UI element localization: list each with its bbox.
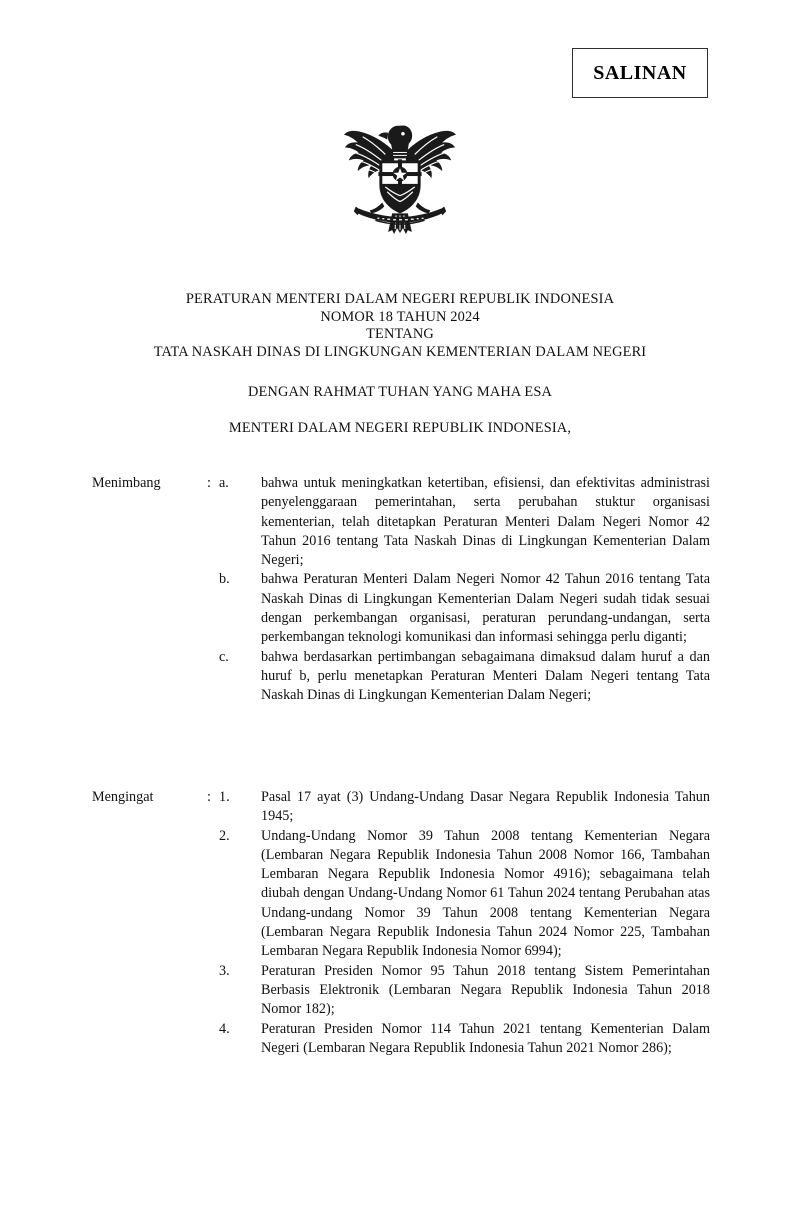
- section-menimbang: [92, 474, 710, 706]
- menimbang-marker-a: a.: [219, 475, 229, 491]
- menimbang-text-b: bahwa Peraturan Menteri Dalam Negeri Nomor 42 Tahun 2016 tentang Tata Naskah Dinas di Lingkungan Kementerian Dalam Negeri sudah tidak sesuai dengan perkembangan organisasi, peraturan perundang-undangan, serta perkembangan teknologi komunikasi dan informasi sehingga perlu diganti;: [261, 571, 710, 646]
- menimbang-marker-b: b.: [219, 571, 230, 588]
- mengingat-marker-2: 2.: [219, 827, 230, 844]
- emblem-container: [0, 122, 800, 234]
- garuda-pancasila-emblem-icon: [341, 122, 459, 234]
- mengingat-label: Mengingat: [92, 789, 154, 805]
- menimbang-label: Menimbang: [92, 475, 161, 491]
- mengingat-item-1: [92, 788, 710, 827]
- menimbang-item-b: [92, 570, 710, 647]
- mengingat-marker-3: 3.: [219, 962, 230, 979]
- mengingat-colon: :: [207, 789, 211, 805]
- mengingat-marker-4: 4.: [219, 1020, 230, 1037]
- mengingat-text-4: Peraturan Presiden Nomor 114 Tahun 2021 tentang Kementerian Dalam Negeri (Lembaran Negara Republik Indonesia Tahun 2021 Nomor 286);: [261, 1020, 710, 1056]
- title-line-4: TATA NASKAH DINAS DI LINGKUNGAN KEMENTERIAN DALAM NEGERI: [153, 343, 647, 360]
- mengingat-marker-1: 1.: [219, 789, 230, 805]
- menimbang-item-a: [92, 474, 710, 570]
- mengingat-item-4: [92, 1020, 710, 1059]
- section-mengingat: [92, 788, 710, 1058]
- menimbang-text-a: bahwa untuk meningkatkan ketertiban, efisiensi, dan efektivitas administrasi penyelenggaraan pemerintahan, serta perubahan stuktur organisasi kementerian, telah ditetapkan Peraturan Menteri Dalam Negeri Nomor 42 Tahun 2016 tentang Tata Naskah Dinas di Lingkungan Kementerian Dalam Negeri;: [261, 475, 710, 569]
- menimbang-text-c: bahwa berdasarkan pertimbangan sebagaimana dimaksud dalam huruf a dan huruf b, perlu menetapkan Peraturan Menteri Dalam Negeri tentang Tata Naskah Dinas di Lingkungan Kementerian Dalam Negeri;: [261, 648, 710, 704]
- title-line-2: NOMOR 18 TAHUN 2024: [320, 308, 480, 325]
- page-title: [0, 291, 800, 361]
- mengingat-text-2: Undang-Undang Nomor 39 Tahun 2008 tentang Kementerian Negara (Lembaran Negara Republik Indonesia Tahun 2008 Nomor 166, Tambahan Lembaran Negara Republik Indonesia Nomor 4916); sebagaimana telah diubah dengan Undang-Undang Nomor 61 Tahun 2024 tentang Perubahan atas Undang-undang Nomor 39 Tahun 2008 tentang Kementerian Negara (Lembaran Negara Republik Indonesia Tahun 2024 Nomor 225, Tambahan Lembaran Negara Republik Indonesia Nomor 6994);: [261, 827, 710, 960]
- mengingat-text-1: Pasal 17 ayat (3) Undang-Undang Dasar Negara Republik Indonesia Tahun 1945;: [261, 789, 710, 825]
- mengingat-item-2: [92, 827, 710, 962]
- salinan-stamp-label: SALINAN: [593, 61, 687, 84]
- salinan-stamp-box: [572, 48, 708, 98]
- title-line-1: PERATURAN MENTERI DALAM NEGERI REPUBLIK INDONESIA: [185, 291, 615, 307]
- mengingat-text-3: Peraturan Presiden Nomor 95 Tahun 2018 tentang Sistem Pemerintahan Berbasis Elektronik (Lembaran Negara Republik Indonesia Tahun 2018 Nomor 182);: [261, 962, 710, 1018]
- mengingat-item-3: [92, 962, 710, 1020]
- title-line-3: TENTANG: [366, 326, 434, 342]
- menimbang-item-c: [92, 648, 710, 706]
- invocation-text: DENGAN RAHMAT TUHAN YANG MAHA ESA: [247, 384, 553, 400]
- authority-text: MENTERI DALAM NEGERI REPUBLIK INDONESIA,: [228, 420, 572, 436]
- menimbang-colon: :: [207, 475, 211, 491]
- menimbang-marker-c: c.: [219, 648, 229, 665]
